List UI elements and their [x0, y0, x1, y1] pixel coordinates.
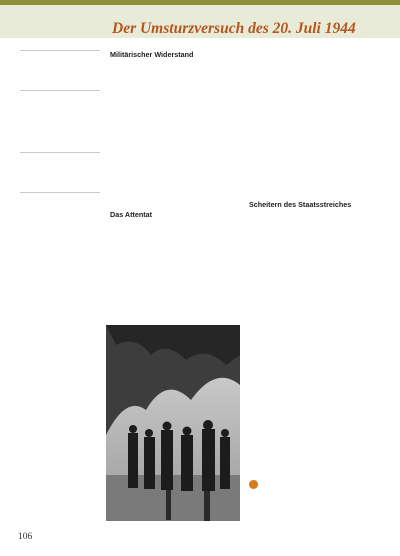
- section-heading: Das Attentat: [110, 210, 153, 219]
- glossary-sidebar: [20, 50, 100, 226]
- page-title: Der Umsturzversuch des 20. Juli 1944: [112, 20, 356, 37]
- page-header: [0, 5, 400, 38]
- section-heading: Militärischer Widerstand: [110, 50, 194, 59]
- page-number: 106: [18, 532, 33, 542]
- right-column: [249, 50, 377, 470]
- body-paragraph: [110, 60, 236, 210]
- quote-icon: [249, 480, 258, 489]
- glossary-entry: [20, 91, 100, 153]
- section-heading: Scheitern des Staatsstreiches: [249, 200, 352, 209]
- glossary-entry: [20, 153, 100, 193]
- historical-photo: [106, 325, 240, 521]
- body-paragraph: [249, 50, 377, 200]
- glossary-entry: [20, 51, 100, 91]
- body-paragraph: [249, 210, 377, 360]
- photo-caption: [249, 478, 377, 526]
